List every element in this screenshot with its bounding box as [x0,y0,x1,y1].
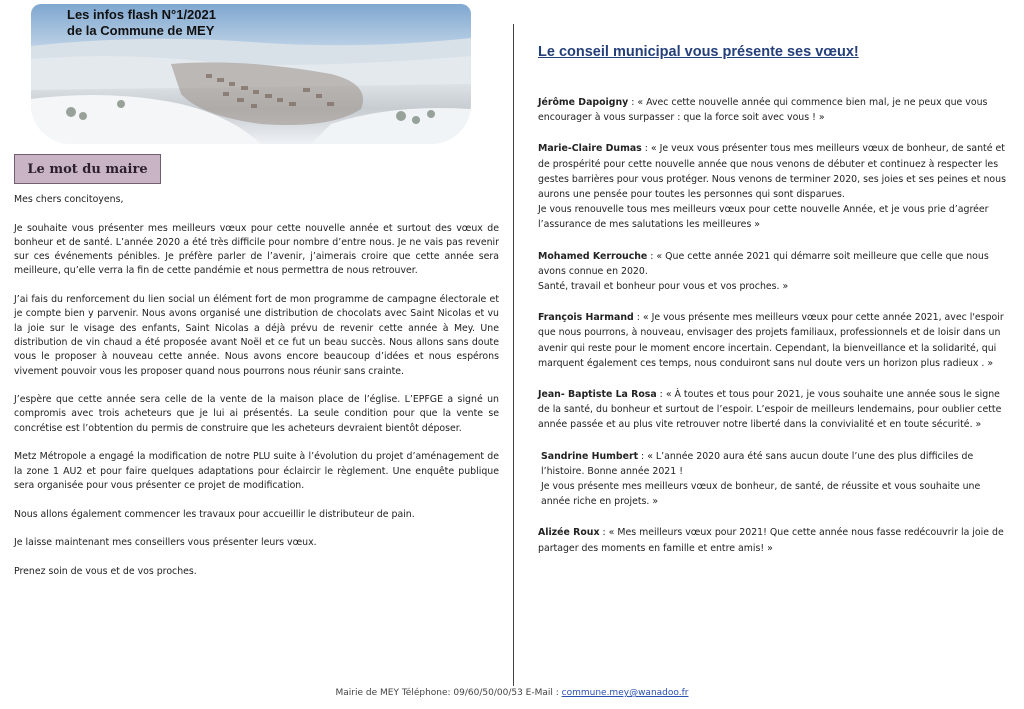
councillor-name: Jean- Baptiste La Rosa [538,389,657,401]
wish-text: « Que cette année 2021 qui démarre soit meilleure que celle que nous avons connue en 2020. [538,250,989,277]
wish-text: « Je veux vous présenter tous mes meilleurs vœux de bonheur, de santé et de prospérité pour cette nouvelle année que nous venons de débuter et continuez à respecter les gestes barrières pour vous protéger. Nous venons de terminer 2020, ses joies et ses peines et nous aurons une pensée pour toutes les personnes qui sont disparues. [538,143,1006,201]
newsletter-title [67,7,216,39]
wish-item [541,449,1008,510]
councillor-name: Marie-Claire Dumas [538,143,642,155]
wish-text: Santé, travail et bonheur pour vous et vos proches. » [538,281,789,293]
name-separator: : [641,143,651,155]
wish-text: « L’année 2020 aura été sans aucun doute l’une des plus difficiles de l’histoire. Bonne année 2021 ! [541,450,974,477]
mayor-paragraph: Mes chers concitoyens, [14,194,124,205]
mayor-paragraph: Metz Métropole a engagé la modification de notre PLU suite à l’évolution du projet d’aménagement de la zone 1 AU2 et pour faire quelques adaptations pour éclaircir le règlement. Une enquête publique sera organisée pour vous présenter ce projet de modification. [14,451,499,491]
wish-text: Je vous présente mes meilleurs vœux de bonheur, de santé, de réussite et vous souhaite une année riche en projets. » [541,481,981,508]
mayor-paragraph: Nous allons également commencer les travaux pour accueillir le distributeur de pain. [14,508,415,520]
councillor-name: Mohamed Kerrouche [538,250,648,262]
name-separator: : [628,97,638,108]
councillor-name: François Harmand [538,312,634,324]
council-wishes [538,95,1008,572]
councillor-name: Sandrine Humbert [541,450,639,462]
wish-text: « Avec cette nouvelle année qui commence bien mal, je ne peux que vous encourager à vous surpasser : que la force soit avec vous ! » [538,97,988,124]
wish-item [538,525,1008,555]
wish-item [538,141,1008,232]
wish-text: « À toutes et tous pour 2021, je vous souhaite une année sous le signe de la santé, du bonheur et surtout de l’espoir. L’espoir de meilleurs lendemains, pour oublier cette année passée et au plus vite retrouver notre liberté dans la convivialité et en toute sécurité. » [538,389,1002,431]
wish-item [538,310,1008,371]
mot-du-maire-label: Le mot du maire [27,161,148,177]
name-separator: : [656,389,666,401]
footer-text: Mairie de MEY Téléphone: 09/60/50/00/53 E-Mail : [335,688,562,698]
mot-du-maire-box [14,154,161,184]
wish-item [538,95,1008,125]
village-winter-photo [31,4,471,144]
name-separator: : [638,450,648,462]
newsletter-title-line2: de la Commune de MEY [67,23,215,38]
name-separator: : [647,250,657,262]
column-divider [513,24,514,686]
mayor-message [14,193,499,593]
name-separator: : [633,312,643,324]
mayor-paragraph: J’espère que cette année sera celle de la vente de la maison place de l’église. L’EPFGE a signé un compromis avec trois acheteurs que je lui ai présentés. La seule condition pour que la vente se concrétise est l’obtention du permis de construire que les acheteurs devraient bientôt déposer. [14,394,499,434]
mayor-paragraph: Prenez soin de vous et de vos proches. [14,565,197,577]
mayor-paragraph: Je laisse maintenant mes conseillers vous présenter leurs vœux. [14,537,317,549]
councillor-name: Jérôme Dapoigny [538,97,629,108]
name-separator: : [599,527,609,539]
wish-item [538,387,1008,433]
footer-contact [0,688,1024,698]
wish-text: « Mes meilleurs vœux pour 2021! Que cette année nous fasse redécouvrir la joie de partager des moments en famille et entre amis! » [538,527,1004,554]
mayor-paragraph: J’ai fais du renforcement du lien social un élément fort de mon programme de campagne électorale et je compte bien y parvenir. Nous avons organisé une distribution de chocolats avec Saint Nicolas et vu la joie sur le visage des enfants, Saint Nicolas a déjà prévu de revenir cette année à Mey. Une distribution de vin chaud a été proposée avant Noël et ce fut un beau succès. Nous allons sans doute vous le proposer à nouveau cette année. Nous avons encore beaucoup d’idées et nous espérons vivement pouvoir vous les proposer quand nous pourrons nous réunir sans crainte. [14,294,499,377]
wish-item [538,249,1008,295]
conseil-heading: Le conseil municipal vous présente ses vœux! [538,44,859,60]
wish-text: Je vous renouvelle tous mes meilleurs vœux pour cette nouvelle Année, et je vous prie d’agréer l’assurance de mes salutations les meilleures » [538,204,989,231]
wish-text: « Je vous présente mes meilleurs vœux pour cette année 2021, avec l'espoir que nous pourrons, à nouveau, envisager des projets familiaux, professionnels et de loisir dans un avenir qui reste pour le moment encore incertain. Cependant, la bienveillance et la solidarité, qui marquent également ces temps, nous conduiront sans nul doute vers un horizon plus radieux . » [538,312,1004,369]
councillor-name: Alizée Roux [538,527,600,539]
mayor-paragraph: Je souhaite vous présenter mes meilleurs vœux pour cette nouvelle année et surtout des vœux de bonheur et de santé. L’année 2020 a été très difficile pour nombre d’entre nous. Je ne vais pas revenir sur ces événements pénibles. Je préfère parler de l’avenir, j’aimerais croire que cette année sera meilleure, qu’elle verra la fin de cette pandémie et nous permettra de nous retrouver. [14,222,499,277]
newsletter-title-line1: Les infos flash N°1/2021 [67,7,216,22]
email-link[interactable]: commune.mey@wanadoo.fr [561,688,689,698]
